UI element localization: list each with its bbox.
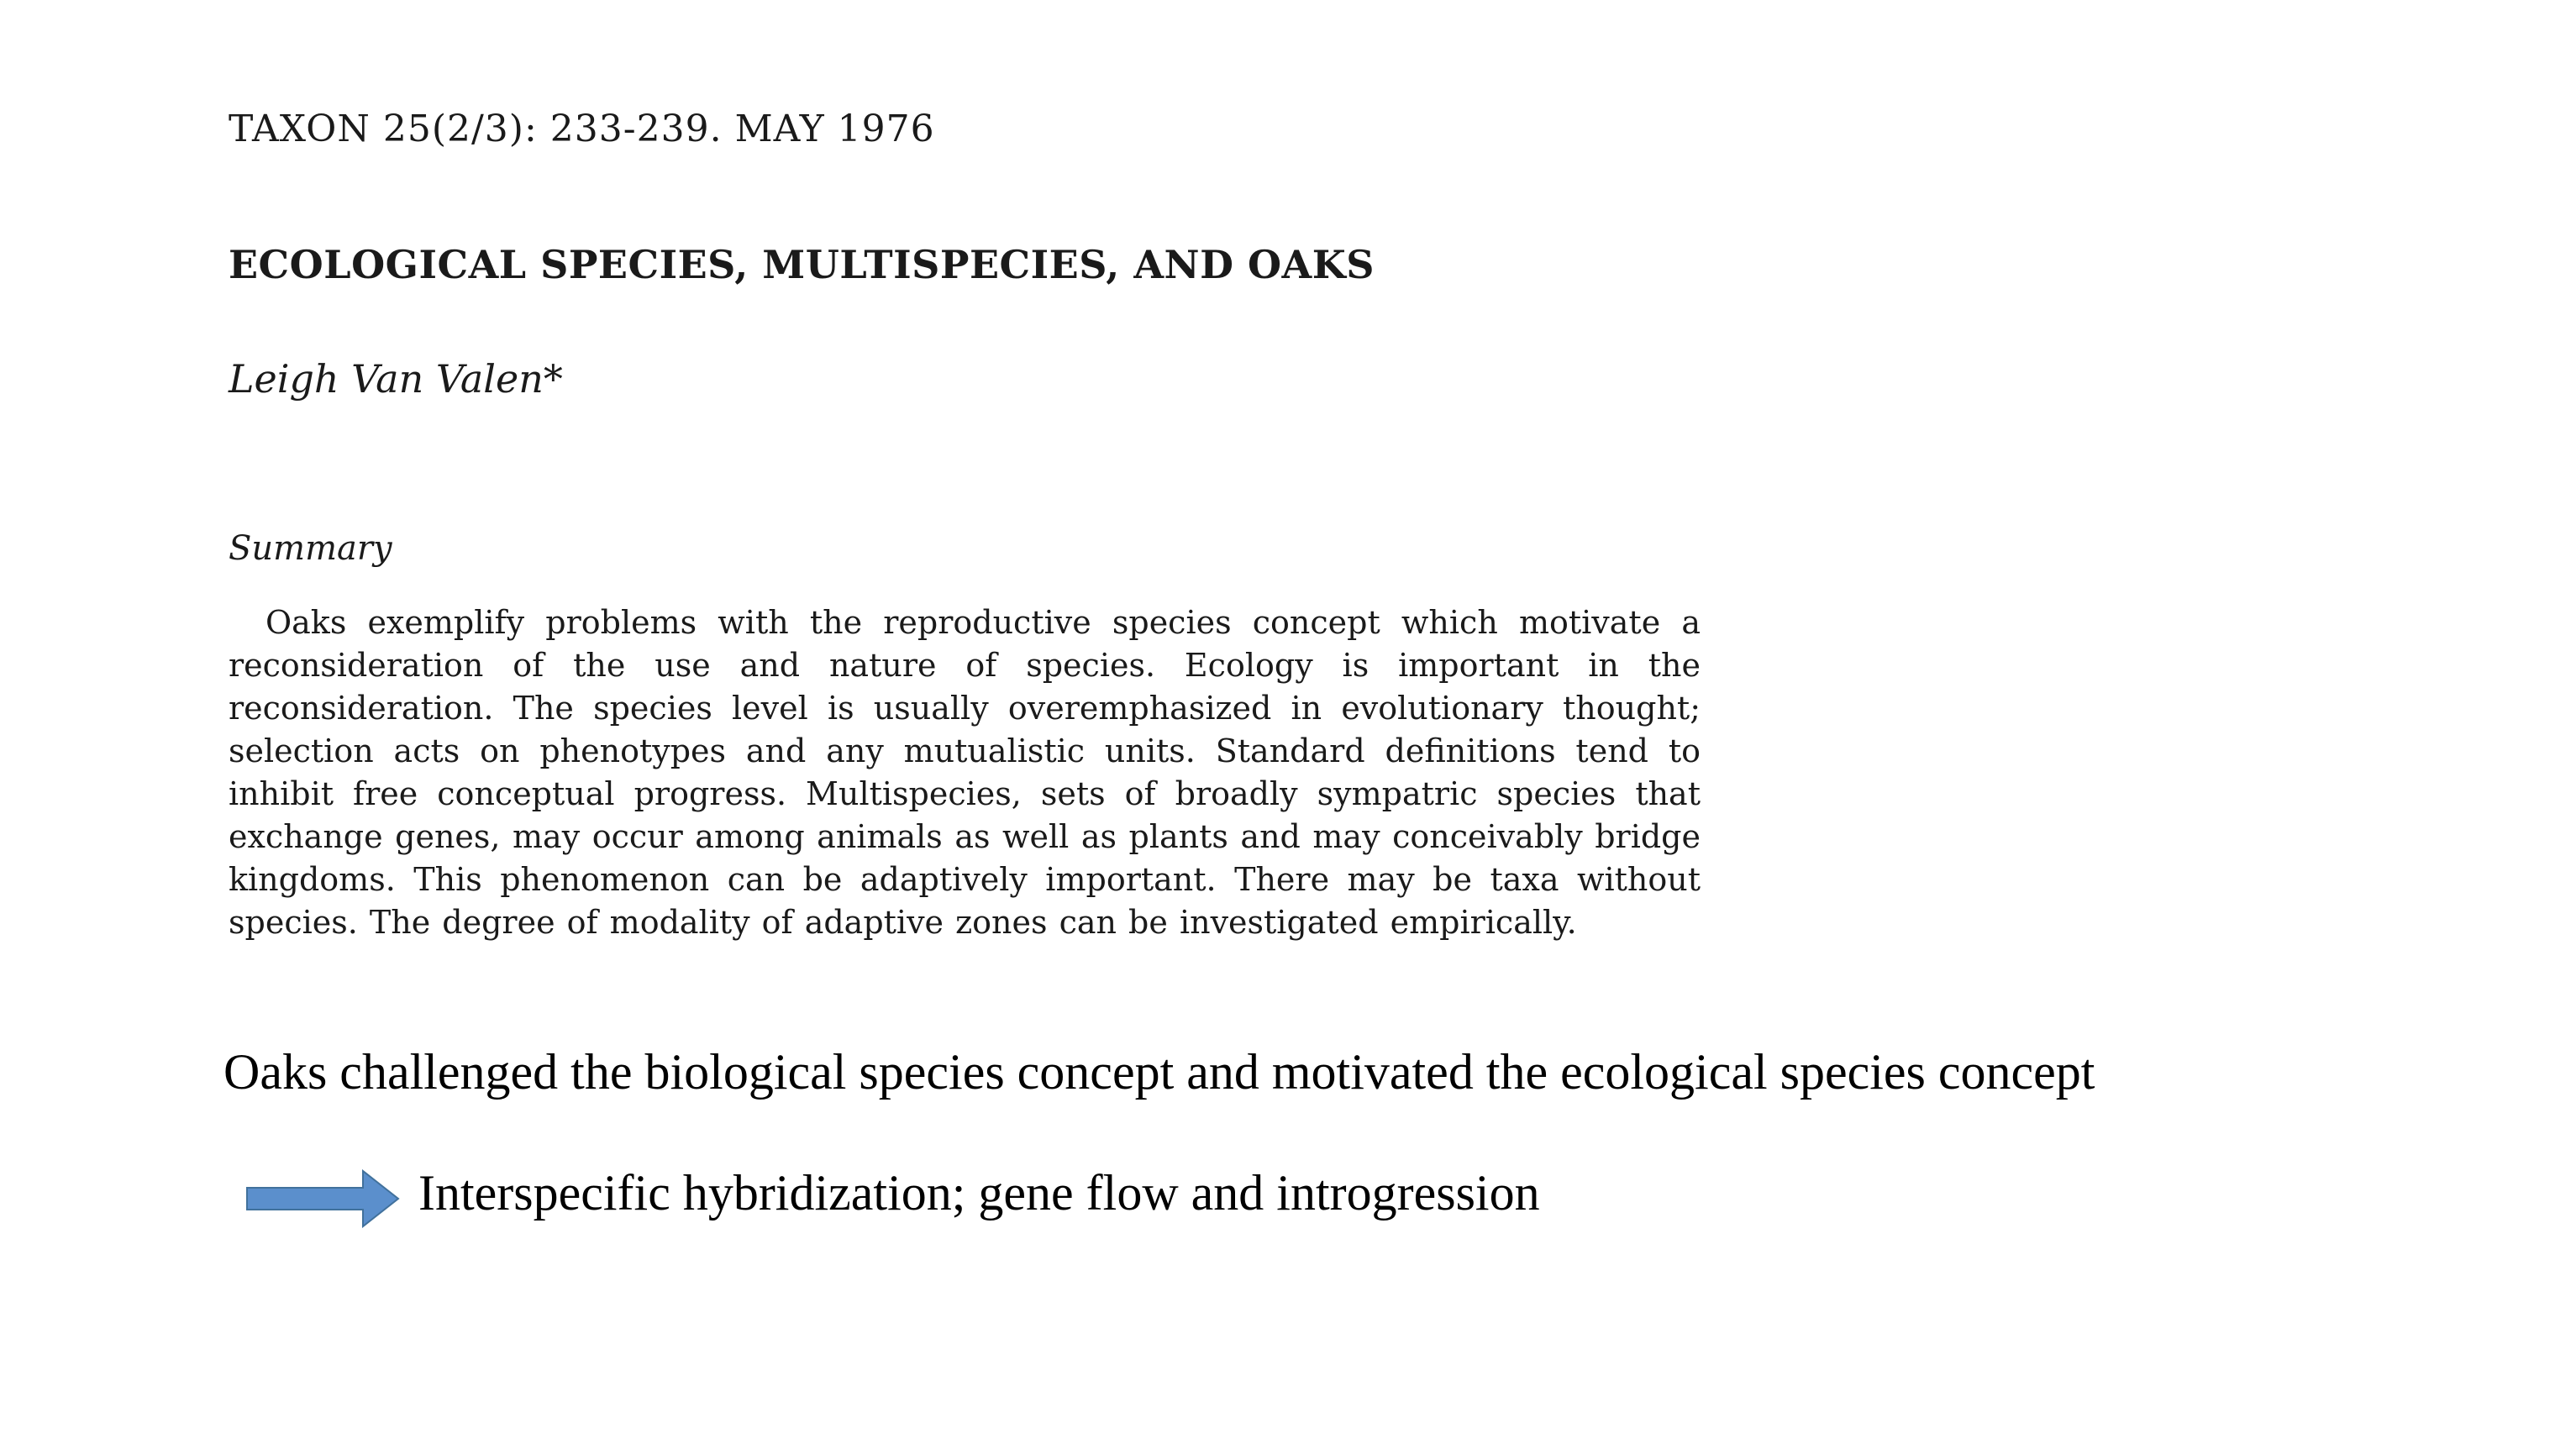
article-title: ECOLOGICAL SPECIES, MULTISPECIES, AND OAKS bbox=[229, 242, 1375, 287]
summary-text: Oaks exemplify problems with the reproductive species concept which motivate a reconsideration of the use and nature of species. Ecology is important in the reconsideration. The species level is usually overemphasized in evolutionary thought; selection acts on phenotypes and any mutualistic units. Standard definitions tend to inhibit free conceptual progress. Multispecies, sets of broadly sympatric species that exchange genes, may occur among animals as well as plants and may conceivably bridge kingdoms. This phenomenon can be adaptively important. There may be taxa without species. The degree of modality of adaptive zones can be investigated empirically. bbox=[229, 604, 1701, 941]
arrow-point-label: Interspecific hybridization; gene flow and introgression bbox=[418, 1165, 1540, 1221]
right-arrow-icon bbox=[245, 1169, 400, 1228]
summary-heading: Summary bbox=[229, 529, 392, 568]
slide-statement: Oaks challenged the biological species concept and motivated the ecological species concept bbox=[223, 1044, 2095, 1100]
journal-citation: TAXON 25(2/3): 233-239. MAY 1976 bbox=[229, 108, 935, 150]
article-author: Leigh Van Valen* bbox=[229, 356, 563, 402]
arrow-point bbox=[245, 1164, 1590, 1231]
